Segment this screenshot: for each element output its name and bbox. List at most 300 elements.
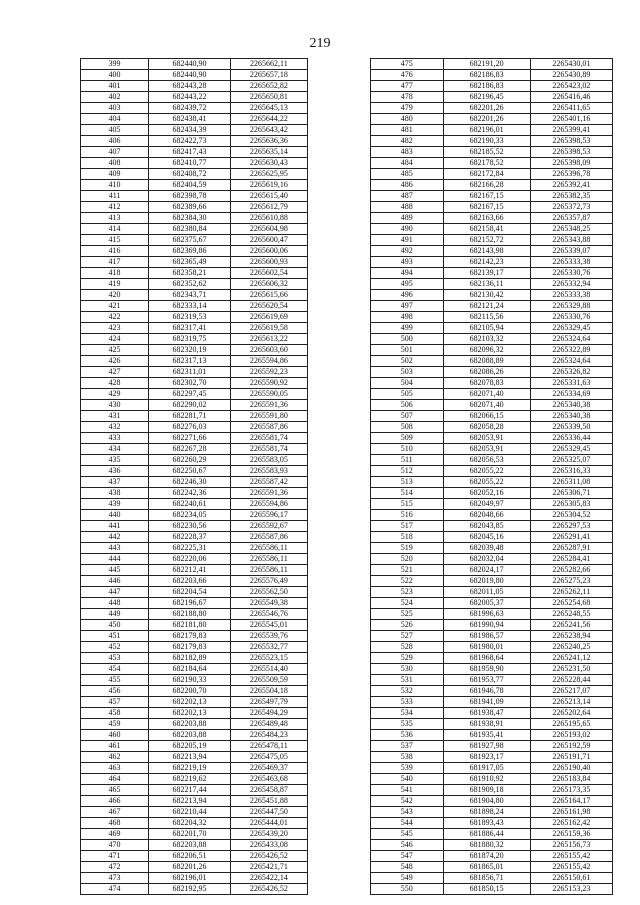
- table-row: [81, 532, 308, 543]
- table-row: [371, 268, 613, 279]
- x-coordinate-cell: 682271,66: [149, 433, 231, 444]
- x-coordinate-cell: 681923,17: [443, 752, 530, 763]
- table-row: [371, 499, 613, 510]
- y-coordinate-cell: 2265602,54: [230, 268, 307, 279]
- table-row: [81, 466, 308, 477]
- table-row: [81, 862, 308, 873]
- x-coordinate-cell: 682096,32: [443, 345, 530, 356]
- point-number-cell: 523: [371, 587, 444, 598]
- x-coordinate-cell: 682440,90: [149, 70, 231, 81]
- x-coordinate-cell: 681946,78: [443, 686, 530, 697]
- table-row: [371, 829, 613, 840]
- y-coordinate-cell: 2265600,93: [230, 257, 307, 268]
- table-row: [81, 356, 308, 367]
- point-number-cell: 529: [371, 653, 444, 664]
- x-coordinate-cell: 681917,05: [443, 763, 530, 774]
- y-coordinate-cell: 2265603,60: [230, 345, 307, 356]
- point-number-cell: 497: [371, 301, 444, 312]
- table-row: [81, 92, 308, 103]
- y-coordinate-cell: 2265591,36: [230, 400, 307, 411]
- table-row: [81, 697, 308, 708]
- x-coordinate-cell: 682205,19: [149, 741, 231, 752]
- x-coordinate-cell: 682202,13: [149, 697, 231, 708]
- x-coordinate-cell: 682213,94: [149, 752, 231, 763]
- y-coordinate-cell: 2265586,11: [230, 543, 307, 554]
- y-coordinate-cell: 2265504,18: [230, 686, 307, 697]
- table-row: [371, 477, 613, 488]
- point-number-cell: 548: [371, 862, 444, 873]
- point-number-cell: 513: [371, 477, 444, 488]
- point-number-cell: 493: [371, 257, 444, 268]
- y-coordinate-cell: 2265262,11: [530, 587, 612, 598]
- y-coordinate-cell: 2265331,63: [530, 378, 612, 389]
- point-number-cell: 446: [81, 576, 149, 587]
- y-coordinate-cell: 2265241,12: [530, 653, 612, 664]
- table-row: [81, 455, 308, 466]
- point-number-cell: 419: [81, 279, 149, 290]
- point-number-cell: 504: [371, 378, 444, 389]
- point-number-cell: 492: [371, 246, 444, 257]
- table-row: [371, 873, 613, 884]
- x-coordinate-cell: 682443,22: [149, 92, 231, 103]
- table-row: [81, 587, 308, 598]
- y-coordinate-cell: 2265357,87: [530, 213, 612, 224]
- table-row: [81, 521, 308, 532]
- y-coordinate-cell: 2265625,95: [230, 169, 307, 180]
- table-row: [371, 312, 613, 323]
- x-coordinate-cell: 682213,94: [149, 796, 231, 807]
- table-row: [371, 191, 613, 202]
- table-row: [371, 290, 613, 301]
- y-coordinate-cell: 2265340,38: [530, 411, 612, 422]
- y-coordinate-cell: 2265193,02: [530, 730, 612, 741]
- point-number-cell: 452: [81, 642, 149, 653]
- point-number-cell: 482: [371, 136, 444, 147]
- table-row: [81, 378, 308, 389]
- table-row: [81, 257, 308, 268]
- y-coordinate-cell: 2265587,86: [230, 422, 307, 433]
- y-coordinate-cell: 2265164,17: [530, 796, 612, 807]
- point-number-cell: 414: [81, 224, 149, 235]
- point-number-cell: 441: [81, 521, 149, 532]
- x-coordinate-cell: 682139,17: [443, 268, 530, 279]
- y-coordinate-cell: 2265586,11: [230, 565, 307, 576]
- y-coordinate-cell: 2265329,45: [530, 444, 612, 455]
- y-coordinate-cell: 2265241,56: [530, 620, 612, 631]
- point-number-cell: 409: [81, 169, 149, 180]
- y-coordinate-cell: 2265217,07: [530, 686, 612, 697]
- table-row: [371, 180, 613, 191]
- y-coordinate-cell: 2265458,87: [230, 785, 307, 796]
- x-coordinate-cell: 682398,78: [149, 191, 231, 202]
- x-coordinate-cell: 682203,88: [149, 730, 231, 741]
- table-row: [81, 334, 308, 345]
- y-coordinate-cell: 2265325,07: [530, 455, 612, 466]
- x-coordinate-cell: 682179,83: [149, 642, 231, 653]
- table-row: [81, 400, 308, 411]
- point-number-cell: 524: [371, 598, 444, 609]
- point-number-cell: 461: [81, 741, 149, 752]
- y-coordinate-cell: 2265398,53: [530, 136, 612, 147]
- point-number-cell: 439: [81, 499, 149, 510]
- table-row: [371, 554, 613, 565]
- point-number-cell: 508: [371, 422, 444, 433]
- x-coordinate-cell: 682438,41: [149, 114, 231, 125]
- point-number-cell: 489: [371, 213, 444, 224]
- table-row: [81, 642, 308, 653]
- y-coordinate-cell: 2265586,11: [230, 554, 307, 565]
- y-coordinate-cell: 2265600,06: [230, 246, 307, 257]
- point-number-cell: 481: [371, 125, 444, 136]
- point-number-cell: 545: [371, 829, 444, 840]
- y-coordinate-cell: 2265652,82: [230, 81, 307, 92]
- x-coordinate-cell: 682056,53: [443, 455, 530, 466]
- x-coordinate-cell: 682380,84: [149, 224, 231, 235]
- x-coordinate-cell: 682203,66: [149, 576, 231, 587]
- point-number-cell: 406: [81, 136, 149, 147]
- point-number-cell: 438: [81, 488, 149, 499]
- point-number-cell: 520: [371, 554, 444, 565]
- point-number-cell: 522: [371, 576, 444, 587]
- table-row: [371, 598, 613, 609]
- table-row: [81, 224, 308, 235]
- y-coordinate-cell: 2265421,71: [230, 862, 307, 873]
- table-row: [371, 631, 613, 642]
- point-number-cell: 444: [81, 554, 149, 565]
- point-number-cell: 451: [81, 631, 149, 642]
- x-coordinate-cell: 682220,06: [149, 554, 231, 565]
- x-coordinate-cell: 682201,26: [149, 862, 231, 873]
- x-coordinate-cell: 681938,47: [443, 708, 530, 719]
- x-coordinate-cell: 682204,32: [149, 818, 231, 829]
- point-number-cell: 450: [81, 620, 149, 631]
- x-coordinate-cell: 682242,36: [149, 488, 231, 499]
- y-coordinate-cell: 2265339,07: [530, 246, 612, 257]
- table-row: [81, 389, 308, 400]
- table-row: [371, 389, 613, 400]
- y-coordinate-cell: 2265416,46: [530, 92, 612, 103]
- y-coordinate-cell: 2265322,89: [530, 345, 612, 356]
- x-coordinate-cell: 682186,83: [443, 81, 530, 92]
- x-coordinate-cell: 682365,49: [149, 257, 231, 268]
- table-row: [81, 774, 308, 785]
- point-number-cell: 507: [371, 411, 444, 422]
- point-number-cell: 506: [371, 400, 444, 411]
- y-coordinate-cell: 2265619,58: [230, 323, 307, 334]
- x-coordinate-cell: 682439,72: [149, 103, 231, 114]
- table-row: [371, 620, 613, 631]
- y-coordinate-cell: 2265333,38: [530, 290, 612, 301]
- table-row: [81, 70, 308, 81]
- point-number-cell: 480: [371, 114, 444, 125]
- table-row: [371, 587, 613, 598]
- x-coordinate-cell: 682343,71: [149, 290, 231, 301]
- x-coordinate-cell: 682130,42: [443, 290, 530, 301]
- x-coordinate-cell: 682045,16: [443, 532, 530, 543]
- y-coordinate-cell: 2265324,64: [530, 356, 612, 367]
- x-coordinate-cell: 682443,28: [149, 81, 231, 92]
- point-number-cell: 484: [371, 158, 444, 169]
- x-coordinate-cell: 682410,77: [149, 158, 231, 169]
- point-number-cell: 471: [81, 851, 149, 862]
- x-coordinate-cell: 682136,11: [443, 279, 530, 290]
- table-row: [81, 653, 308, 664]
- point-number-cell: 475: [371, 59, 444, 70]
- table-row: [371, 367, 613, 378]
- y-coordinate-cell: 2265183,84: [530, 774, 612, 785]
- table-row: [81, 246, 308, 257]
- y-coordinate-cell: 2265399,41: [530, 125, 612, 136]
- x-coordinate-cell: 682422,73: [149, 136, 231, 147]
- table-row: [371, 730, 613, 741]
- x-coordinate-cell: 682191,20: [443, 59, 530, 70]
- point-number-cell: 421: [81, 301, 149, 312]
- table-row: [81, 268, 308, 279]
- y-coordinate-cell: 2265316,33: [530, 466, 612, 477]
- point-number-cell: 465: [81, 785, 149, 796]
- x-coordinate-cell: 682043,85: [443, 521, 530, 532]
- point-number-cell: 540: [371, 774, 444, 785]
- table-row: [81, 807, 308, 818]
- point-number-cell: 525: [371, 609, 444, 620]
- y-coordinate-cell: 2265329,45: [530, 323, 612, 334]
- table-row: [81, 543, 308, 554]
- table-row: [81, 609, 308, 620]
- table-row: [81, 708, 308, 719]
- point-number-cell: 428: [81, 378, 149, 389]
- table-row: [81, 158, 308, 169]
- x-coordinate-cell: 682052,16: [443, 488, 530, 499]
- y-coordinate-cell: 2265284,41: [530, 554, 612, 565]
- x-coordinate-cell: 681941,09: [443, 697, 530, 708]
- point-number-cell: 460: [81, 730, 149, 741]
- y-coordinate-cell: 2265392,41: [530, 180, 612, 191]
- x-coordinate-cell: 681927,98: [443, 741, 530, 752]
- x-coordinate-cell: 682078,83: [443, 378, 530, 389]
- table-row: [371, 796, 613, 807]
- point-number-cell: 425: [81, 345, 149, 356]
- x-coordinate-cell: 682103,32: [443, 334, 530, 345]
- y-coordinate-cell: 2265451,88: [230, 796, 307, 807]
- table-row: [371, 675, 613, 686]
- table-row: [371, 323, 613, 334]
- table-row: [81, 488, 308, 499]
- table-row: [81, 719, 308, 730]
- table-row: [81, 125, 308, 136]
- x-coordinate-cell: 682440,90: [149, 59, 231, 70]
- point-number-cell: 413: [81, 213, 149, 224]
- x-coordinate-cell: 682434,39: [149, 125, 231, 136]
- x-coordinate-cell: 682142,23: [443, 257, 530, 268]
- point-number-cell: 453: [81, 653, 149, 664]
- point-number-cell: 466: [81, 796, 149, 807]
- point-number-cell: 518: [371, 532, 444, 543]
- table-row: [81, 565, 308, 576]
- point-number-cell: 500: [371, 334, 444, 345]
- table-row: [81, 114, 308, 125]
- x-coordinate-cell: 682024,17: [443, 565, 530, 576]
- y-coordinate-cell: 2265591,80: [230, 411, 307, 422]
- table-row: [371, 653, 613, 664]
- x-coordinate-cell: 682071,40: [443, 400, 530, 411]
- point-number-cell: 498: [371, 312, 444, 323]
- point-number-cell: 401: [81, 81, 149, 92]
- table-row: [371, 235, 613, 246]
- y-coordinate-cell: 2265398,53: [530, 147, 612, 158]
- y-coordinate-cell: 2265231,50: [530, 664, 612, 675]
- table-row: [371, 246, 613, 257]
- point-number-cell: 526: [371, 620, 444, 631]
- point-number-cell: 535: [371, 719, 444, 730]
- y-coordinate-cell: 2265463,68: [230, 774, 307, 785]
- table-row: [371, 609, 613, 620]
- x-coordinate-cell: 681959,90: [443, 664, 530, 675]
- table-row: [81, 290, 308, 301]
- x-coordinate-cell: 682225,31: [149, 543, 231, 554]
- x-coordinate-cell: 682389,66: [149, 202, 231, 213]
- x-coordinate-cell: 681850,15: [443, 884, 530, 895]
- x-coordinate-cell: 682121,24: [443, 301, 530, 312]
- point-number-cell: 434: [81, 444, 149, 455]
- point-number-cell: 408: [81, 158, 149, 169]
- x-coordinate-cell: 682384,30: [149, 213, 231, 224]
- point-number-cell: 502: [371, 356, 444, 367]
- y-coordinate-cell: 2265583,05: [230, 455, 307, 466]
- table-row: [371, 818, 613, 829]
- y-coordinate-cell: 2265615,66: [230, 290, 307, 301]
- table-row: [371, 785, 613, 796]
- table-row: [371, 884, 613, 895]
- table-row: [371, 741, 613, 752]
- table-row: [371, 422, 613, 433]
- table-row: [371, 532, 613, 543]
- table-row: [81, 620, 308, 631]
- x-coordinate-cell: 681938,91: [443, 719, 530, 730]
- table-row: [371, 763, 613, 774]
- table-row: [81, 477, 308, 488]
- x-coordinate-cell: 681898,24: [443, 807, 530, 818]
- x-coordinate-cell: 682196,67: [149, 598, 231, 609]
- point-number-cell: 495: [371, 279, 444, 290]
- point-number-cell: 420: [81, 290, 149, 301]
- point-number-cell: 455: [81, 675, 149, 686]
- y-coordinate-cell: 2265430,01: [530, 59, 612, 70]
- y-coordinate-cell: 2265619,69: [230, 312, 307, 323]
- x-coordinate-cell: 682369,86: [149, 246, 231, 257]
- table-row: [371, 136, 613, 147]
- x-coordinate-cell: 682049,97: [443, 499, 530, 510]
- x-coordinate-cell: 682201,26: [443, 114, 530, 125]
- point-number-cell: 435: [81, 455, 149, 466]
- point-number-cell: 512: [371, 466, 444, 477]
- y-coordinate-cell: 2265422,14: [230, 873, 307, 884]
- table-row: [371, 103, 613, 114]
- table-row: [371, 840, 613, 851]
- y-coordinate-cell: 2265213,14: [530, 697, 612, 708]
- point-number-cell: 501: [371, 345, 444, 356]
- x-coordinate-cell: 681904,80: [443, 796, 530, 807]
- table-row: [371, 356, 613, 367]
- point-number-cell: 517: [371, 521, 444, 532]
- point-number-cell: 515: [371, 499, 444, 510]
- y-coordinate-cell: 2265613,22: [230, 334, 307, 345]
- table-row: [371, 774, 613, 785]
- x-coordinate-cell: 682230,56: [149, 521, 231, 532]
- point-number-cell: 541: [371, 785, 444, 796]
- y-coordinate-cell: 2265590,92: [230, 378, 307, 389]
- x-coordinate-cell: 682167,15: [443, 191, 530, 202]
- x-coordinate-cell: 682417,43: [149, 147, 231, 158]
- x-coordinate-cell: 682204,54: [149, 587, 231, 598]
- x-coordinate-cell: 682048,66: [443, 510, 530, 521]
- point-number-cell: 514: [371, 488, 444, 499]
- y-coordinate-cell: 2265150,61: [530, 873, 612, 884]
- table-row: [81, 840, 308, 851]
- table-row: [371, 59, 613, 70]
- point-number-cell: 449: [81, 609, 149, 620]
- x-coordinate-cell: 682320,19: [149, 345, 231, 356]
- table-row: [371, 81, 613, 92]
- table-row: [371, 301, 613, 312]
- table-row: [81, 664, 308, 675]
- y-coordinate-cell: 2265645,13: [230, 103, 307, 114]
- point-number-cell: 543: [371, 807, 444, 818]
- point-number-cell: 491: [371, 235, 444, 246]
- x-coordinate-cell: 681968,64: [443, 653, 530, 664]
- x-coordinate-cell: 682358,21: [149, 268, 231, 279]
- x-coordinate-cell: 682196,01: [149, 873, 231, 884]
- y-coordinate-cell: 2265592,67: [230, 521, 307, 532]
- x-coordinate-cell: 681990,94: [443, 620, 530, 631]
- y-coordinate-cell: 2265324,64: [530, 334, 612, 345]
- y-coordinate-cell: 2265330,76: [530, 268, 612, 279]
- table-row: [371, 202, 613, 213]
- y-coordinate-cell: 2265195,65: [530, 719, 612, 730]
- table-row: [81, 499, 308, 510]
- y-coordinate-cell: 2265433,08: [230, 840, 307, 851]
- table-row: [371, 411, 613, 422]
- table-row: [81, 851, 308, 862]
- table-row: [81, 422, 308, 433]
- x-coordinate-cell: 681953,77: [443, 675, 530, 686]
- x-coordinate-cell: 682053,91: [443, 444, 530, 455]
- y-coordinate-cell: 2265240,25: [530, 642, 612, 653]
- y-coordinate-cell: 2265334,69: [530, 389, 612, 400]
- x-coordinate-cell: 682053,91: [443, 433, 530, 444]
- y-coordinate-cell: 2265411,65: [530, 103, 612, 114]
- table-row: [371, 697, 613, 708]
- y-coordinate-cell: 2265630,43: [230, 158, 307, 169]
- y-coordinate-cell: 2265339,50: [530, 422, 612, 433]
- y-coordinate-cell: 2265423,02: [530, 81, 612, 92]
- x-coordinate-cell: 681856,71: [443, 873, 530, 884]
- x-coordinate-cell: 682333,14: [149, 301, 231, 312]
- table-row: [371, 510, 613, 521]
- x-coordinate-cell: 682210,44: [149, 807, 231, 818]
- point-number-cell: 533: [371, 697, 444, 708]
- point-number-cell: 458: [81, 708, 149, 719]
- table-row: [371, 862, 613, 873]
- x-coordinate-cell: 682219,62: [149, 774, 231, 785]
- x-coordinate-cell: 682086,26: [443, 367, 530, 378]
- x-coordinate-cell: 681935,41: [443, 730, 530, 741]
- y-coordinate-cell: 2265162,42: [530, 818, 612, 829]
- point-number-cell: 436: [81, 466, 149, 477]
- table-row: [371, 752, 613, 763]
- x-coordinate-cell: 682352,62: [149, 279, 231, 290]
- point-number-cell: 468: [81, 818, 149, 829]
- page-number: 219: [309, 36, 331, 51]
